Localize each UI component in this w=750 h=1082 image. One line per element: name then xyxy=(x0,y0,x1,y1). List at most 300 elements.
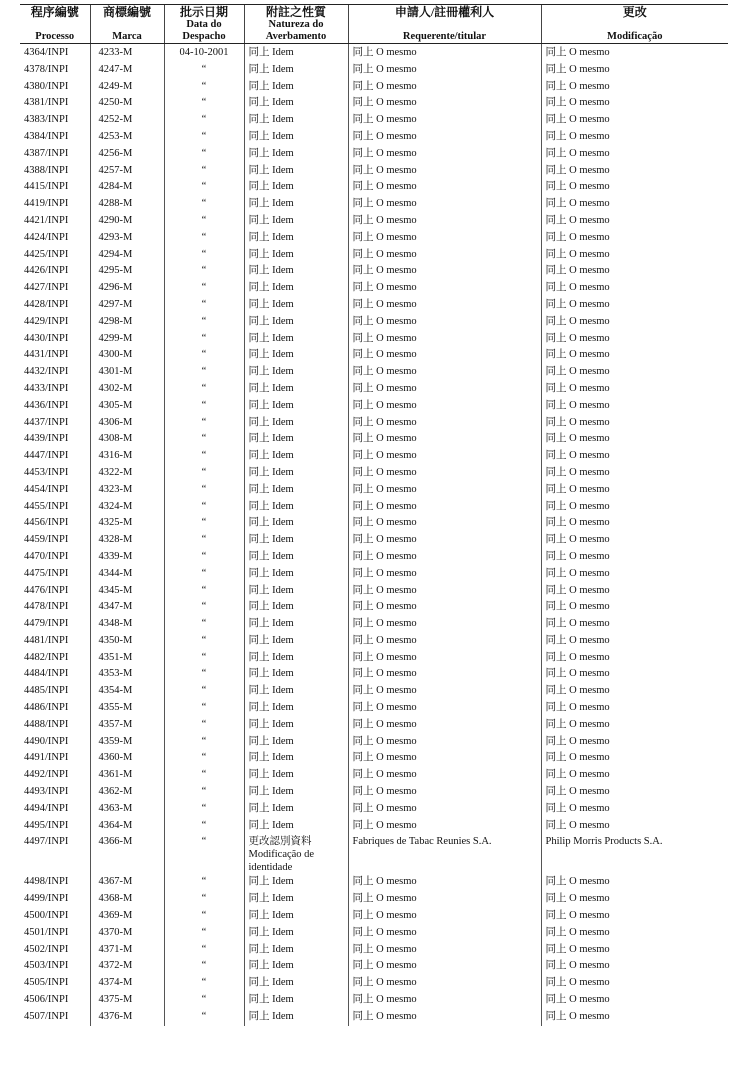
requerente-cell: 同上 O mesmo xyxy=(348,958,541,975)
despacho-date-cell: “ xyxy=(164,1009,244,1026)
modificacao-cell: 同上 O mesmo xyxy=(541,891,728,908)
despacho-date-cell: “ xyxy=(164,62,244,79)
despacho-date-cell: “ xyxy=(164,398,244,415)
modificacao-cell: 同上 O mesmo xyxy=(541,146,728,163)
modificacao-cell: 同上 O mesmo xyxy=(541,79,728,96)
despacho-date-cell: “ xyxy=(164,750,244,767)
table-row xyxy=(20,532,728,549)
despacho-date-cell: “ xyxy=(164,364,244,381)
natureza-cell: 同上 Idem xyxy=(244,958,348,975)
table-row xyxy=(20,465,728,482)
natureza-cell: 同上 Idem xyxy=(244,566,348,583)
requerente-cell: 同上 O mesmo xyxy=(348,381,541,398)
table-row xyxy=(20,784,728,801)
modificacao-cell: 同上 O mesmo xyxy=(541,415,728,432)
table-row xyxy=(20,683,728,700)
natureza-cell: 同上 Idem xyxy=(244,666,348,683)
table-row xyxy=(20,891,728,908)
marca-cell: 4368-M xyxy=(90,891,164,908)
table-row xyxy=(20,44,728,62)
despacho-date-cell: “ xyxy=(164,146,244,163)
marca-cell: 4296-M xyxy=(90,280,164,297)
despacho-date-cell: “ xyxy=(164,784,244,801)
marca-cell: 4249-M xyxy=(90,79,164,96)
despacho-date-cell: “ xyxy=(164,431,244,448)
natureza-cell: 同上 Idem xyxy=(244,62,348,79)
modificacao-cell: 同上 O mesmo xyxy=(541,908,728,925)
table-row xyxy=(20,834,728,874)
marca-cell: 4256-M xyxy=(90,146,164,163)
requerente-cell: 同上 O mesmo xyxy=(348,874,541,891)
requerente-cell: 同上 O mesmo xyxy=(348,767,541,784)
despacho-date-cell: “ xyxy=(164,908,244,925)
processo-cell: 4388/INPI xyxy=(24,164,69,176)
marca-cell: 4344-M xyxy=(90,566,164,583)
processo-cell: 4419/INPI xyxy=(24,198,69,210)
processo-cell: 4503/INPI xyxy=(24,960,69,972)
modificacao-cell: 同上 O mesmo xyxy=(541,331,728,348)
processo-cell: 4459/INPI xyxy=(24,534,69,546)
marca-cell: 4305-M xyxy=(90,398,164,415)
requerente-cell: 同上 O mesmo xyxy=(348,683,541,700)
modificacao-cell: 同上 O mesmo xyxy=(541,734,728,751)
despacho-date-cell: “ xyxy=(164,767,244,784)
requerente-cell: 同上 O mesmo xyxy=(348,95,541,112)
natureza-cell: 同上 Idem xyxy=(244,415,348,432)
processo-cell: 4381/INPI xyxy=(24,97,69,109)
modificacao-cell: 同上 O mesmo xyxy=(541,717,728,734)
natureza-cell: 同上 Idem xyxy=(244,908,348,925)
marca-cell: 4323-M xyxy=(90,482,164,499)
requerente-cell: 同上 O mesmo xyxy=(348,549,541,566)
natureza-cell: 同上 Idem xyxy=(244,297,348,314)
marca-cell: 4364-M xyxy=(90,818,164,835)
modificacao-cell: 同上 O mesmo xyxy=(541,280,728,297)
processo-cell: 4454/INPI xyxy=(24,483,69,495)
requerente-cell: 同上 O mesmo xyxy=(348,129,541,146)
requerente-cell: 同上 O mesmo xyxy=(348,415,541,432)
modificacao-cell: 同上 O mesmo xyxy=(541,213,728,230)
requerente-cell: 同上 O mesmo xyxy=(348,566,541,583)
requerente-cell: 同上 O mesmo xyxy=(348,633,541,650)
modificacao-cell: 同上 O mesmo xyxy=(541,499,728,516)
despacho-date-cell: “ xyxy=(164,666,244,683)
table-row xyxy=(20,448,728,465)
despacho-date-cell: “ xyxy=(164,230,244,247)
modificacao-cell: 同上 O mesmo xyxy=(541,230,728,247)
modificacao-cell: 同上 O mesmo xyxy=(541,398,728,415)
modificacao-cell: 同上 O mesmo xyxy=(541,263,728,280)
natureza-cell: 同上 Idem xyxy=(244,891,348,908)
requerente-cell: 同上 O mesmo xyxy=(348,784,541,801)
marca-cell: 4369-M xyxy=(90,908,164,925)
processo-cell: 4478/INPI xyxy=(24,601,69,613)
despacho-date-cell: “ xyxy=(164,925,244,942)
requerente-cell: 同上 O mesmo xyxy=(348,1009,541,1026)
processo-cell: 4427/INPI xyxy=(24,282,69,294)
requerente-cell: 同上 O mesmo xyxy=(348,213,541,230)
modificacao-cell: 同上 O mesmo xyxy=(541,129,728,146)
natureza-cell: 同上 Idem xyxy=(244,717,348,734)
natureza-cell: 同上 Idem xyxy=(244,801,348,818)
processo-cell: 4507/INPI xyxy=(24,1010,69,1022)
processo-cell: 4470/INPI xyxy=(24,550,69,562)
modificacao-cell: 同上 O mesmo xyxy=(541,62,728,79)
processo-cell: 4476/INPI xyxy=(24,584,69,596)
modificacao-cell: 同上 O mesmo xyxy=(541,549,728,566)
despacho-date-cell: “ xyxy=(164,801,244,818)
header-modificacao: 更改 Modificação xyxy=(541,5,728,44)
requerente-cell: 同上 O mesmo xyxy=(348,992,541,1009)
marca-cell: 4297-M xyxy=(90,297,164,314)
natureza-cell: 同上 Idem xyxy=(244,616,348,633)
natureza-cell: 同上 Idem xyxy=(244,700,348,717)
despacho-date-cell: “ xyxy=(164,112,244,129)
processo-cell: 4380/INPI xyxy=(24,80,69,92)
processo-cell: 4495/INPI xyxy=(24,819,69,831)
requerente-cell: 同上 O mesmo xyxy=(348,331,541,348)
despacho-date-cell: “ xyxy=(164,448,244,465)
processo-cell: 4424/INPI xyxy=(24,231,69,243)
table-row xyxy=(20,650,728,667)
natureza-cell: 同上 Idem xyxy=(244,364,348,381)
requerente-cell: 同上 O mesmo xyxy=(348,112,541,129)
processo-cell: 4387/INPI xyxy=(24,147,69,159)
marca-cell: 4252-M xyxy=(90,112,164,129)
requerente-cell: 同上 O mesmo xyxy=(348,230,541,247)
marca-cell: 4284-M xyxy=(90,179,164,196)
table-row xyxy=(20,925,728,942)
modificacao-cell: 同上 O mesmo xyxy=(541,975,728,992)
natureza-cell: 同上 Idem xyxy=(244,992,348,1009)
natureza-cell: 更改認別資料 Modificação de identidade xyxy=(244,834,348,874)
despacho-date-cell: “ xyxy=(164,297,244,314)
marca-cell: 4376-M xyxy=(90,1009,164,1026)
requerente-cell: 同上 O mesmo xyxy=(348,263,541,280)
table-row xyxy=(20,666,728,683)
requerente-cell: 同上 O mesmo xyxy=(348,163,541,180)
natureza-cell: 同上 Idem xyxy=(244,499,348,516)
marca-cell: 4325-M xyxy=(90,515,164,532)
requerente-cell: 同上 O mesmo xyxy=(348,717,541,734)
table-row xyxy=(20,515,728,532)
requerente-cell: 同上 O mesmo xyxy=(348,515,541,532)
processo-cell: 4455/INPI xyxy=(24,500,69,512)
processo-cell: 4415/INPI xyxy=(24,181,69,193)
processo-cell: 4482/INPI xyxy=(24,651,69,663)
natureza-cell: 同上 Idem xyxy=(244,683,348,700)
natureza-cell: 同上 Idem xyxy=(244,465,348,482)
natureza-cell: 同上 Idem xyxy=(244,196,348,213)
natureza-cell: 同上 Idem xyxy=(244,633,348,650)
requerente-cell: 同上 O mesmo xyxy=(348,482,541,499)
marca-cell: 4375-M xyxy=(90,992,164,1009)
natureza-cell: 同上 Idem xyxy=(244,549,348,566)
despacho-date-cell: “ xyxy=(164,717,244,734)
despacho-date-cell: “ xyxy=(164,616,244,633)
modificacao-cell: 同上 O mesmo xyxy=(541,448,728,465)
header-data-despacho: 批示日期 Data do Despacho xyxy=(164,5,244,44)
despacho-date-cell: “ xyxy=(164,499,244,516)
marca-cell: 4345-M xyxy=(90,583,164,600)
processo-cell: 4501/INPI xyxy=(24,926,69,938)
modificacao-cell: 同上 O mesmo xyxy=(541,633,728,650)
processo-cell: 4428/INPI xyxy=(24,298,69,310)
table-row xyxy=(20,908,728,925)
natureza-cell: 同上 Idem xyxy=(244,163,348,180)
processo-cell: 4502/INPI xyxy=(24,943,69,955)
marca-cell: 4233-M xyxy=(90,44,164,62)
requerente-cell: 同上 O mesmo xyxy=(348,925,541,942)
table-header-row xyxy=(20,5,728,44)
natureza-cell: 同上 Idem xyxy=(244,874,348,891)
requerente-cell: 同上 O mesmo xyxy=(348,650,541,667)
table-row xyxy=(20,129,728,146)
despacho-date-cell: “ xyxy=(164,196,244,213)
processo-cell: 4481/INPI xyxy=(24,634,69,646)
processo-cell: 4364/INPI xyxy=(24,47,69,58)
natureza-cell: 同上 Idem xyxy=(244,331,348,348)
table-row xyxy=(20,801,728,818)
despacho-date-cell: “ xyxy=(164,314,244,331)
table-row xyxy=(20,247,728,264)
table-row xyxy=(20,179,728,196)
table-row xyxy=(20,958,728,975)
table-row xyxy=(20,213,728,230)
marca-cell: 4347-M xyxy=(90,599,164,616)
processo-cell: 4447/INPI xyxy=(24,450,69,462)
modificacao-cell: 同上 O mesmo xyxy=(541,247,728,264)
requerente-cell: 同上 O mesmo xyxy=(348,942,541,959)
table-row xyxy=(20,992,728,1009)
requerente-cell: 同上 O mesmo xyxy=(348,398,541,415)
despacho-date-cell: “ xyxy=(164,599,244,616)
processo-cell: 4432/INPI xyxy=(24,366,69,378)
table-row xyxy=(20,398,728,415)
marca-cell: 4301-M xyxy=(90,364,164,381)
table-row xyxy=(20,62,728,79)
header-processo: 程序編號 Processo xyxy=(20,5,90,44)
processo-cell: 4425/INPI xyxy=(24,248,69,260)
processo-cell: 4490/INPI xyxy=(24,735,69,747)
table-row xyxy=(20,314,728,331)
requerente-cell: 同上 O mesmo xyxy=(348,666,541,683)
despacho-date-cell: “ xyxy=(164,347,244,364)
processo-cell: 4497/INPI xyxy=(24,836,69,848)
despacho-date-cell: “ xyxy=(164,566,244,583)
natureza-cell: 同上 Idem xyxy=(244,767,348,784)
header-natureza-averbamento: 附註之性質 Natureza do Averbamento xyxy=(244,5,348,44)
marca-cell: 4302-M xyxy=(90,381,164,398)
despacho-date-cell: “ xyxy=(164,79,244,96)
natureza-cell: 同上 Idem xyxy=(244,784,348,801)
modificacao-cell: 同上 O mesmo xyxy=(541,818,728,835)
natureza-cell: 同上 Idem xyxy=(244,583,348,600)
marca-cell: 4308-M xyxy=(90,431,164,448)
processo-cell: 4498/INPI xyxy=(24,876,69,888)
despacho-date-cell: “ xyxy=(164,650,244,667)
table-row xyxy=(20,734,728,751)
despacho-date-cell: “ xyxy=(164,633,244,650)
natureza-cell: 同上 Idem xyxy=(244,247,348,264)
requerente-cell: 同上 O mesmo xyxy=(348,314,541,331)
natureza-cell: 同上 Idem xyxy=(244,431,348,448)
modificacao-cell: 同上 O mesmo xyxy=(541,700,728,717)
natureza-cell: 同上 Idem xyxy=(244,734,348,751)
table-row xyxy=(20,79,728,96)
natureza-cell: 同上 Idem xyxy=(244,1009,348,1026)
table-row xyxy=(20,415,728,432)
requerente-cell: 同上 O mesmo xyxy=(348,297,541,314)
requerente-cell: 同上 O mesmo xyxy=(348,734,541,751)
marca-cell: 4300-M xyxy=(90,347,164,364)
despacho-date-cell: “ xyxy=(164,415,244,432)
despacho-date-cell: “ xyxy=(164,975,244,992)
table-row xyxy=(20,1009,728,1026)
natureza-cell: 同上 Idem xyxy=(244,95,348,112)
marca-cell: 4351-M xyxy=(90,650,164,667)
table-row xyxy=(20,975,728,992)
despacho-date-cell: “ xyxy=(164,213,244,230)
natureza-cell: 同上 Idem xyxy=(244,750,348,767)
modificacao-cell: 同上 O mesmo xyxy=(541,874,728,891)
table-row xyxy=(20,196,728,213)
natureza-cell: 同上 Idem xyxy=(244,818,348,835)
natureza-cell: 同上 Idem xyxy=(244,347,348,364)
modificacao-cell: 同上 O mesmo xyxy=(541,666,728,683)
despacho-date-cell: “ xyxy=(164,583,244,600)
processo-cell: 4505/INPI xyxy=(24,977,69,989)
processo-cell: 4384/INPI xyxy=(24,130,69,142)
table-row xyxy=(20,381,728,398)
requerente-cell: 同上 O mesmo xyxy=(348,700,541,717)
marca-cell: 4298-M xyxy=(90,314,164,331)
requerente-cell: 同上 O mesmo xyxy=(348,448,541,465)
requerente-cell: 同上 O mesmo xyxy=(348,801,541,818)
natureza-cell: 同上 Idem xyxy=(244,146,348,163)
modificacao-cell: 同上 O mesmo xyxy=(541,599,728,616)
requerente-cell: 同上 O mesmo xyxy=(348,818,541,835)
despacho-date-cell: “ xyxy=(164,280,244,297)
processo-cell: 4484/INPI xyxy=(24,668,69,680)
despacho-date-cell: “ xyxy=(164,465,244,482)
requerente-cell: 同上 O mesmo xyxy=(348,891,541,908)
despacho-date-cell: “ xyxy=(164,381,244,398)
requerente-cell: 同上 O mesmo xyxy=(348,750,541,767)
processo-cell: 4426/INPI xyxy=(24,265,69,277)
processo-cell: 4453/INPI xyxy=(24,466,69,478)
modificacao-cell: 同上 O mesmo xyxy=(541,683,728,700)
processo-cell: 4488/INPI xyxy=(24,718,69,730)
table-row xyxy=(20,112,728,129)
requerente-cell: 同上 O mesmo xyxy=(348,62,541,79)
processo-cell: 4494/INPI xyxy=(24,802,69,814)
requerente-cell: 同上 O mesmo xyxy=(348,247,541,264)
marca-cell: 4295-M xyxy=(90,263,164,280)
trademark-registry-table xyxy=(20,4,728,1026)
processo-cell: 4456/INPI xyxy=(24,517,69,529)
marca-cell: 4350-M xyxy=(90,633,164,650)
processo-cell: 4431/INPI xyxy=(24,349,69,361)
processo-cell: 4492/INPI xyxy=(24,769,69,781)
modificacao-cell: 同上 O mesmo xyxy=(541,515,728,532)
document-page xyxy=(20,4,728,1026)
natureza-cell: 同上 Idem xyxy=(244,515,348,532)
processo-cell: 4506/INPI xyxy=(24,994,69,1006)
table-row xyxy=(20,599,728,616)
marca-cell: 4353-M xyxy=(90,666,164,683)
natureza-cell: 同上 Idem xyxy=(244,44,348,62)
modificacao-cell: 同上 O mesmo xyxy=(541,566,728,583)
requerente-cell: 同上 O mesmo xyxy=(348,431,541,448)
despacho-date-cell: “ xyxy=(164,95,244,112)
marca-cell: 4362-M xyxy=(90,784,164,801)
requerente-cell: 同上 O mesmo xyxy=(348,532,541,549)
modificacao-cell: 同上 O mesmo xyxy=(541,112,728,129)
natureza-cell: 同上 Idem xyxy=(244,532,348,549)
table-row xyxy=(20,482,728,499)
table-row xyxy=(20,163,728,180)
table-row xyxy=(20,297,728,314)
processo-cell: 4383/INPI xyxy=(24,114,69,126)
despacho-date-cell: “ xyxy=(164,482,244,499)
marca-cell: 4257-M xyxy=(90,163,164,180)
natureza-cell: 同上 Idem xyxy=(244,280,348,297)
marca-cell: 4328-M xyxy=(90,532,164,549)
modificacao-cell: 同上 O mesmo xyxy=(541,163,728,180)
marca-cell: 4316-M xyxy=(90,448,164,465)
despacho-date-cell: “ xyxy=(164,891,244,908)
table-row xyxy=(20,700,728,717)
requerente-cell: 同上 O mesmo xyxy=(348,499,541,516)
table-row xyxy=(20,633,728,650)
modificacao-cell: 同上 O mesmo xyxy=(541,95,728,112)
despacho-date-cell: “ xyxy=(164,734,244,751)
marca-cell: 4250-M xyxy=(90,95,164,112)
natureza-cell: 同上 Idem xyxy=(244,650,348,667)
despacho-date-cell: 04-10-2001 xyxy=(164,44,244,62)
modificacao-cell: 同上 O mesmo xyxy=(541,196,728,213)
table-row xyxy=(20,146,728,163)
despacho-date-cell: “ xyxy=(164,515,244,532)
marca-cell: 4290-M xyxy=(90,213,164,230)
modificacao-cell: 同上 O mesmo xyxy=(541,942,728,959)
table-row xyxy=(20,499,728,516)
despacho-date-cell: “ xyxy=(164,129,244,146)
marca-cell: 4367-M xyxy=(90,874,164,891)
modificacao-cell: 同上 O mesmo xyxy=(541,532,728,549)
despacho-date-cell: “ xyxy=(164,874,244,891)
marca-cell: 4294-M xyxy=(90,247,164,264)
modificacao-cell: 同上 O mesmo xyxy=(541,465,728,482)
modificacao-cell: 同上 O mesmo xyxy=(541,801,728,818)
despacho-date-cell: “ xyxy=(164,958,244,975)
modificacao-cell: 同上 O mesmo xyxy=(541,347,728,364)
despacho-date-cell: “ xyxy=(164,700,244,717)
natureza-cell: 同上 Idem xyxy=(244,599,348,616)
despacho-date-cell: “ xyxy=(164,532,244,549)
processo-cell: 4499/INPI xyxy=(24,893,69,905)
modificacao-cell: 同上 O mesmo xyxy=(541,750,728,767)
marca-cell: 4366-M xyxy=(90,834,164,874)
modificacao-cell: 同上 O mesmo xyxy=(541,179,728,196)
marca-cell: 4360-M xyxy=(90,750,164,767)
table-row xyxy=(20,280,728,297)
despacho-date-cell: “ xyxy=(164,942,244,959)
natureza-cell: 同上 Idem xyxy=(244,263,348,280)
despacho-date-cell: “ xyxy=(164,818,244,835)
marca-cell: 4370-M xyxy=(90,925,164,942)
